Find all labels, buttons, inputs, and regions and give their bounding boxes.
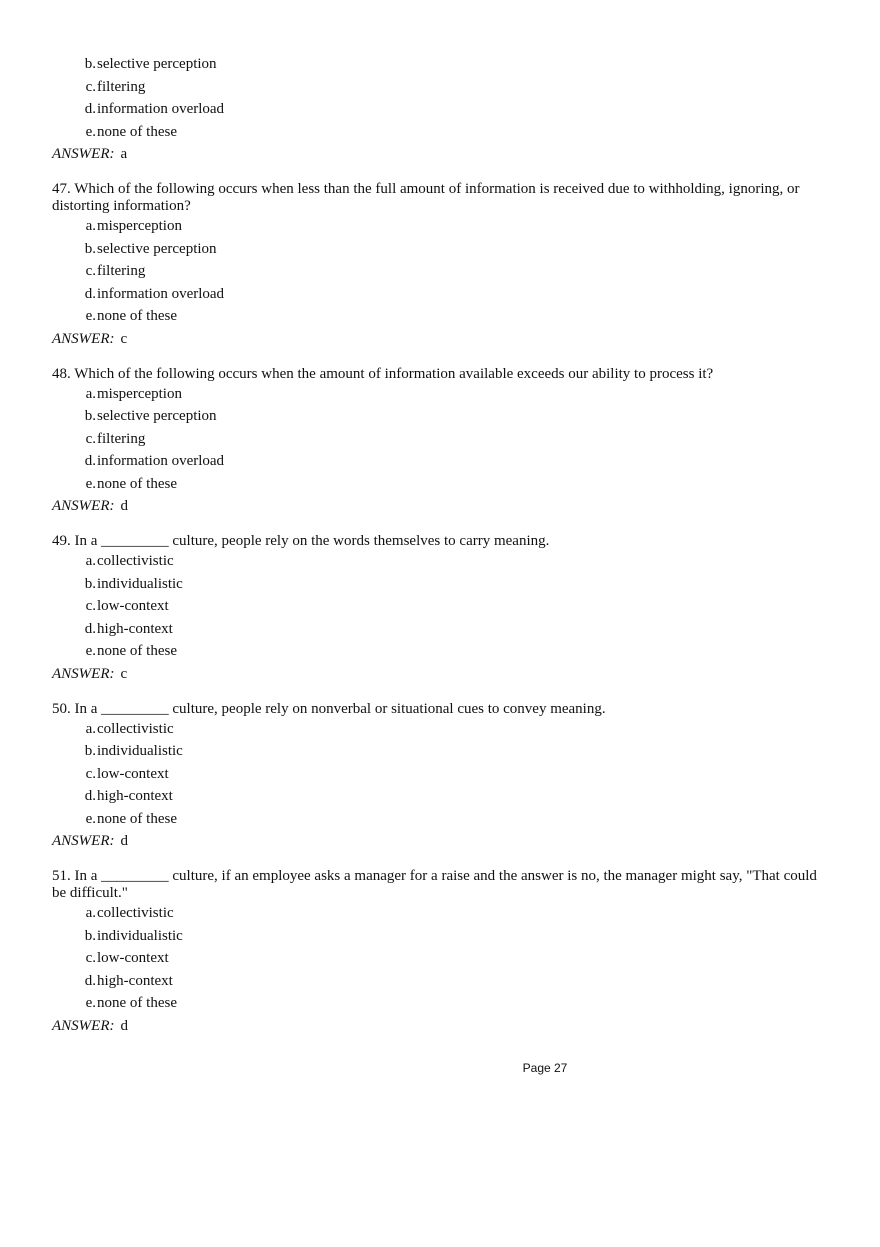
option-item	[52, 121, 832, 144]
option-letter: e.	[85, 308, 96, 324]
option-list	[52, 53, 832, 143]
option-text: misperception	[97, 218, 182, 234]
answer-value: d	[120, 1017, 128, 1034]
document-page	[52, 53, 832, 1053]
option-text: high-context	[97, 972, 173, 989]
answer-value: a	[120, 146, 128, 162]
question-49	[52, 533, 832, 685]
option-letter: a.	[85, 218, 96, 234]
option-letter: b.	[84, 927, 96, 944]
option-letter: b.	[84, 56, 96, 72]
option-letter: c.	[85, 598, 96, 614]
option-text: collectivistic	[97, 553, 174, 569]
option-item	[52, 215, 832, 238]
option-letter: c.	[85, 430, 96, 447]
option-letter: d.	[84, 453, 96, 469]
option-text: information overload	[97, 101, 225, 117]
answer-label: ANSWER:	[52, 498, 115, 514]
option-letter: e.	[85, 995, 96, 1011]
option-letter: b.	[84, 240, 96, 257]
option-item	[52, 550, 832, 573]
option-text: selective perception	[97, 408, 217, 424]
question-fragment	[52, 53, 832, 165]
option-text: information overload	[97, 285, 225, 302]
option-letter: a.	[85, 385, 96, 402]
option-item	[52, 53, 832, 76]
option-text: none of these	[97, 123, 177, 140]
option-list	[52, 383, 832, 496]
option-text: none of these	[97, 643, 177, 659]
option-letter: d.	[84, 101, 96, 117]
question-text: 50. In a _________ culture, people rely on nonverbal or situational cues to convey meaning.	[52, 700, 606, 717]
option-letter: b.	[84, 575, 96, 592]
option-item	[52, 808, 832, 831]
answer-label: ANSWER:	[52, 146, 115, 162]
option-list	[52, 215, 832, 328]
option-item	[52, 785, 832, 808]
answer-line	[52, 495, 832, 517]
option-item	[52, 283, 832, 306]
option-letter: c.	[85, 950, 96, 966]
option-letter: b.	[84, 743, 96, 759]
option-text: none of these	[97, 995, 177, 1011]
option-list	[52, 902, 832, 1015]
option-text: collectivistic	[97, 720, 174, 737]
option-text: individualistic	[97, 743, 183, 759]
option-item	[52, 640, 832, 663]
option-item	[52, 763, 832, 786]
option-text: filtering	[97, 263, 146, 279]
answer-line	[52, 830, 832, 852]
answer-value: d	[120, 833, 128, 849]
option-letter: c.	[85, 263, 96, 279]
page-number: Page 27	[522, 1061, 568, 1075]
option-letter: e.	[85, 810, 96, 827]
answer-value: d	[120, 498, 128, 514]
option-text: misperception	[97, 385, 182, 402]
option-letter: c.	[85, 765, 96, 782]
option-item	[52, 450, 832, 473]
question-text: 51. In a _________ culture, if an employee asks a manager for a raise and the answer is no, the manager might say, "That could be difficult."	[52, 868, 817, 901]
option-letter: d.	[84, 788, 96, 804]
option-item	[52, 383, 832, 406]
option-list	[52, 550, 832, 663]
question-51	[52, 868, 832, 1037]
option-list	[52, 718, 832, 831]
option-item	[52, 98, 832, 121]
question-48	[52, 366, 832, 518]
option-letter: b.	[84, 408, 96, 424]
answer-value: c	[120, 330, 128, 347]
option-letter: e.	[85, 123, 96, 140]
option-text: individualistic	[97, 575, 183, 592]
option-item	[52, 595, 832, 618]
option-item	[52, 925, 832, 948]
option-item	[52, 992, 832, 1015]
option-item	[52, 740, 832, 763]
option-text: information overload	[97, 453, 225, 469]
option-text: selective perception	[97, 240, 217, 257]
option-item	[52, 902, 832, 925]
option-text: individualistic	[97, 927, 183, 944]
option-item	[52, 947, 832, 970]
option-text: low-context	[97, 598, 169, 614]
answer-label: ANSWER:	[52, 330, 115, 347]
answer-label: ANSWER:	[52, 665, 115, 682]
option-item	[52, 260, 832, 283]
option-letter: e.	[85, 643, 96, 659]
option-text: high-context	[97, 620, 173, 637]
answer-label: ANSWER:	[52, 833, 115, 849]
option-letter: a.	[85, 553, 96, 569]
option-item	[52, 618, 832, 641]
option-item	[52, 428, 832, 451]
answer-line	[52, 663, 832, 685]
option-text: collectivistic	[97, 905, 174, 921]
option-item	[52, 405, 832, 428]
option-letter: a.	[85, 905, 96, 921]
option-letter: d.	[84, 285, 96, 302]
question-text: 49. In a _________ culture, people rely on the words themselves to carry meaning.	[52, 533, 550, 549]
option-text: filtering	[97, 78, 146, 95]
option-letter: e.	[85, 475, 96, 492]
option-item	[52, 473, 832, 496]
option-text: filtering	[97, 430, 146, 447]
option-text: selective perception	[97, 56, 217, 72]
answer-line	[52, 328, 832, 350]
option-item	[52, 573, 832, 596]
option-item	[52, 305, 832, 328]
answer-value: c	[120, 665, 128, 682]
option-text: none of these	[97, 308, 177, 324]
question-50	[52, 701, 832, 853]
option-letter: a.	[85, 720, 96, 737]
option-text: none of these	[97, 475, 177, 492]
answer-line	[52, 1015, 832, 1037]
question-text: 47. Which of the following occurs when less than the full amount of information is received due to withholding, ignoring, or distorting information?	[52, 181, 800, 214]
option-text: low-context	[97, 765, 169, 782]
answer-label: ANSWER:	[52, 1017, 115, 1034]
option-letter: c.	[85, 78, 96, 95]
answer-line	[52, 143, 832, 165]
option-item	[52, 718, 832, 741]
option-item	[52, 970, 832, 993]
option-text: high-context	[97, 788, 173, 804]
option-item	[52, 76, 832, 99]
question-text: 48. Which of the following occurs when the amount of information available exceeds our ability to process it?	[52, 365, 714, 382]
option-letter: d.	[84, 972, 96, 989]
option-letter: d.	[84, 620, 96, 637]
option-item	[52, 238, 832, 261]
option-text: none of these	[97, 810, 177, 827]
option-text: low-context	[97, 950, 169, 966]
question-47	[52, 181, 832, 350]
